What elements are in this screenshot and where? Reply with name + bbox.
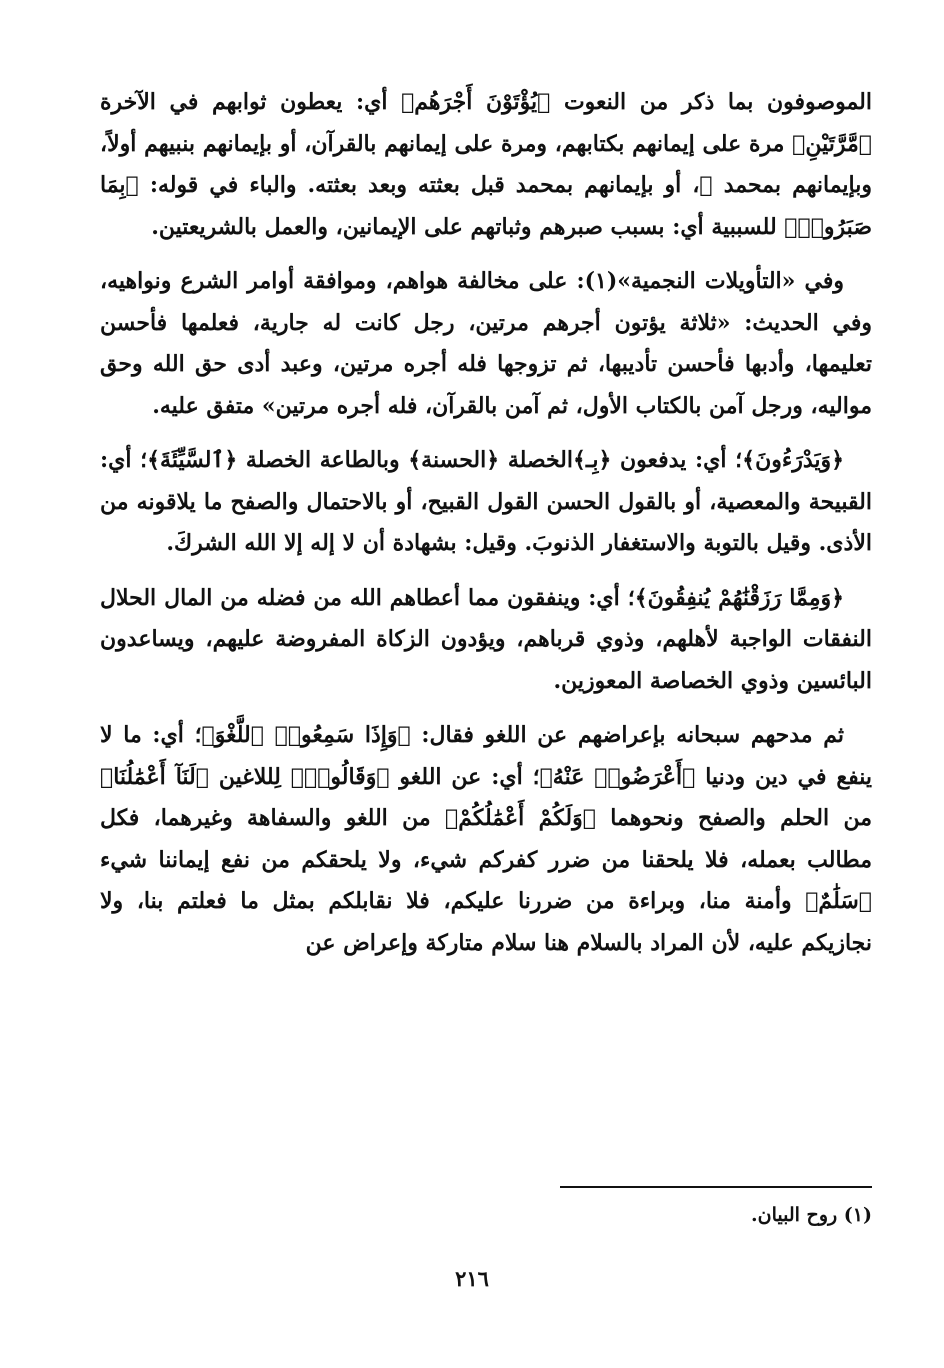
page-body (100, 82, 872, 977)
footnote: (١) روح البيان. (751, 1204, 872, 1226)
paragraph-5: ثم مدحهم سبحانه بإعراضهم عن اللغو فقال: ﴿وَإِذَا سَمِعُوا۟ ٱللَّغْوَ﴾؛ أي: ما لا ينفع في دين ودنيا ﴿أَعْرَضُوا۟ عَنْهُ﴾؛ أي: عن اللغو ﴿وَقَالُوا۟﴾ لِللاغين ﴿لَنَآ أَعْمَٰلُنَا﴾ من الحلم والصفح ونحوهما ﴿وَلَكُمْ أَعْمَٰلُكُمْ﴾ من اللغو والسفاهة وغيرهما، فكل مطالب بعمله، فلا يلحقنا من ضرر كفركم شيء، ولا يلحقكم من نفع إيماننا شيء ﴿سَلَٰمٌ﴾ وأمنة منا، وبراءة من ضررنا عليكم، فلا نقابلكم بمثل ما فعلتم بنا، ولا نجازيكم عليه، لأن المراد بالسلام هنا سلام متاركة وإعراض عن (100, 722, 872, 956)
paragraph-1: الموصوفون بما ذكر من النعوت ﴿يُؤْتَوْنَ أَجْرَهُم﴾ أي: يعطون ثوابهم في الآخرة ﴿مَّرَّتَيْنِ﴾ مرة على إيمانهم بكتابهم، ومرة على إيمانهم بالقرآن، أو بإيمانهم بنبيهم أولاً، وبإيمانهم بمحمد ﷺ، أو بإيمانهم بمحمد قبل بعثته وبعد بعثته. والباء في قوله: ﴿بِمَا صَبَرُوا۟﴾ للسببية أي: بسبب صبرهم وثباتهم على الإيمانين، والعمل بالشريعتين. (100, 89, 872, 240)
paragraph-2: وفي «التأويلات النجمية»(١): على مخالفة هواهم، وموافقة أوامر الشرع ونواهيه، وفي الحديث: «ثلاثة يؤتون أجرهم مرتين، رجل كانت له جارية، فعلمها فأحسن تعليمها، وأدبها فأحسن تأديبها، ثم تزوجها فله أجره مرتين، وعبد أدى حق الله وحق مواليه، ورجل آمن بالكتاب الأول، ثم آمن بالقرآن، فله أجره مرتين» متفق عليه. (100, 268, 872, 419)
page-number: ٢١٦ (455, 1266, 489, 1291)
paragraph-4: ﴿وَمِمَّا رَزَقْنَٰهُمْ يُنفِقُونَ﴾؛ أي: وينفقون مما أعطاهم الله من فضله من المال الحلال النفقات الواجبة لأهلهم، وذوي قرباهم، ويؤدون الزكاة المفروضة عليهم، ويساعدون البائسين وذوي الخصاصة المعوزين. (100, 584, 872, 694)
footnote-divider (560, 1186, 872, 1188)
paragraph-3: ﴿وَيَدْرَءُونَ﴾؛ أي: يدفعون ﴿بِـ﴾الخصلة ﴿الحسنة﴾ وبالطاعة الخصلة ﴿ٱلسَّيِّئَةَ﴾؛ أي: القبيحة والمعصية، أو بالقول الحسن القول القبيح، أو بالاحتمال والصفح ما يلاقونه من الأذى. وقيل بالتوبة والاستغفار الذنوبَ. وقيل: بشهادة أن لا إله إلا الله الشركَ. (100, 447, 872, 556)
